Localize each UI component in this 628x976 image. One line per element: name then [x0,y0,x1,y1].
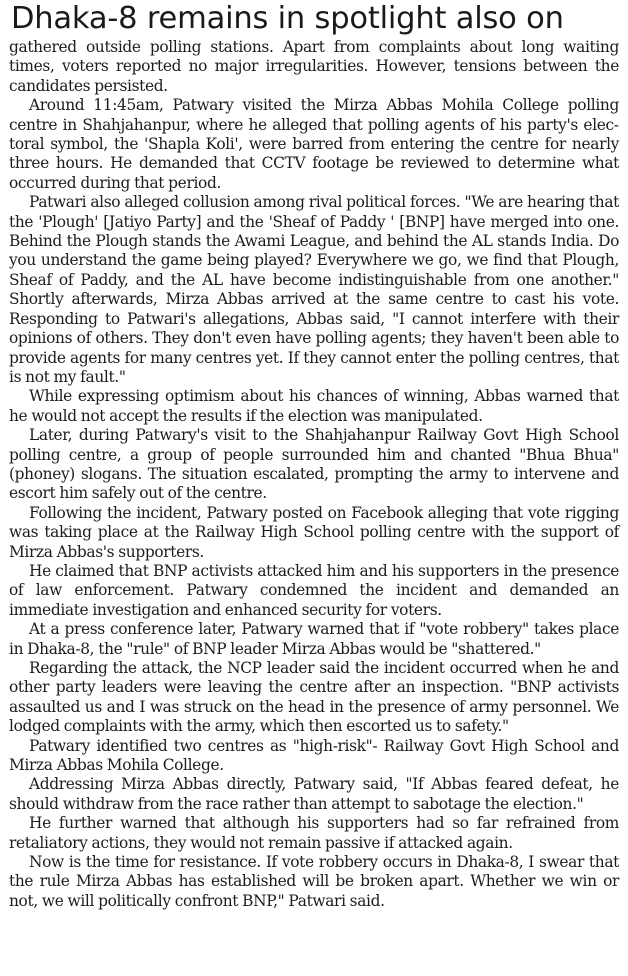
article-paragraph: Now is the time for resistance. If vote robbery occurs in Dhaka-8, I swear that the rule Mirza Abbas has established will be broken apart. Whether we win or not, we will politically confront BNP," Patwari said. [9,853,619,910]
article-paragraph: Addressing Mirza Abbas directly, Patwary said, "If Abbas feared defeat, he should withdraw from the race rather than attempt to sabotage the election." [9,775,619,813]
article-paragraph: Patwari also alleged collusion among rival political forces. "We are hearing that the 'Plough' [Jatiyo Party] and the 'Sheaf of Paddy ' [BNP] have merged into one. Behind the Plough stands the Awami League, and behind the AL stands India. Do you understand the game being played? Everywhere we go, we find that Plough, Sheaf of Paddy, and the AL have become indistinguishable from one another." Shortly afterwards, Mirza Abbas arrived at the same centre to cast his vote. Responding to Patwari's allegations, Abbas said, "I cannot interfere with their opinions of others. They don't even have polling agents; they haven't been able to provide agents for many centres yet. If they cannot enter the polling centres, that is not my fault." [9,193,619,386]
article-paragraph: Later, during Patwary's visit to the Shahjahanpur Railway Govt High School polling centre, a group of people surrounded him and chanted "Bhua Bhua" (phoney) slogans. The situation escalated, prompting the army to intervene and escort him safely out of the centre. [9,426,619,503]
article-paragraph: Following the incident, Patwary posted on Facebook alleging that vote rigging was taking place at the Railway High School polling centre with the support of Mirza Abbas's supporters. [9,503,619,561]
article-paragraph: At a press conference later, Patwary warned that if "vote robbery" takes place in Dhaka-8, the "rule" of BNP leader Mirza Abbas would be "shattered." [9,620,619,658]
article-body [9,38,619,911]
article-paragraph: Regarding the attack, the NCP leader said the incident occurred when he and other party leaders were leaving the centre after an inspection. "BNP activists assaulted us and I was struck on the head in the presence of army personnel. We lodged complaints with the army, which then escorted us to safety." [9,659,619,736]
article-headline: Dhaka-8 remains in spotlight also on [11,1,564,36]
article-paragraph: He further warned that although his supporters had so far refrained from retaliatory actions, they would not remain passive if attacked again. [9,814,619,852]
article-paragraph: While expressing optimism about his chances of winning, Abbas warned that he would not accept the results if the election was manipulated. [9,387,619,425]
article-paragraph: He claimed that BNP activists attacked him and his supporters in the presence of law enforcement. Patwary condemned the incident and demanded an immediate investigation and enhanced security for voters. [9,561,619,619]
article-paragraph: gathered outside polling stations. Apart from complaints about long waiting times, voters reported no major irregularities. However, tensions between the candidates persisted. [9,38,619,95]
article-paragraph: Around 11:45am, Patwary visited the Mirza Abbas Mohila College polling centre in Shahjahanpur, where he alleged that polling agents of his party's electoral symbol, the 'Shapla Koli', were barred from entering the centre for nearly three hours. He demanded that CCTV footage be reviewed to determine what occurred during that period. [9,96,619,192]
article-paragraph: Patwary identified two centres as "high-risk"- Railway Govt High School and Mirza Abbas Mohila College. [9,736,619,775]
